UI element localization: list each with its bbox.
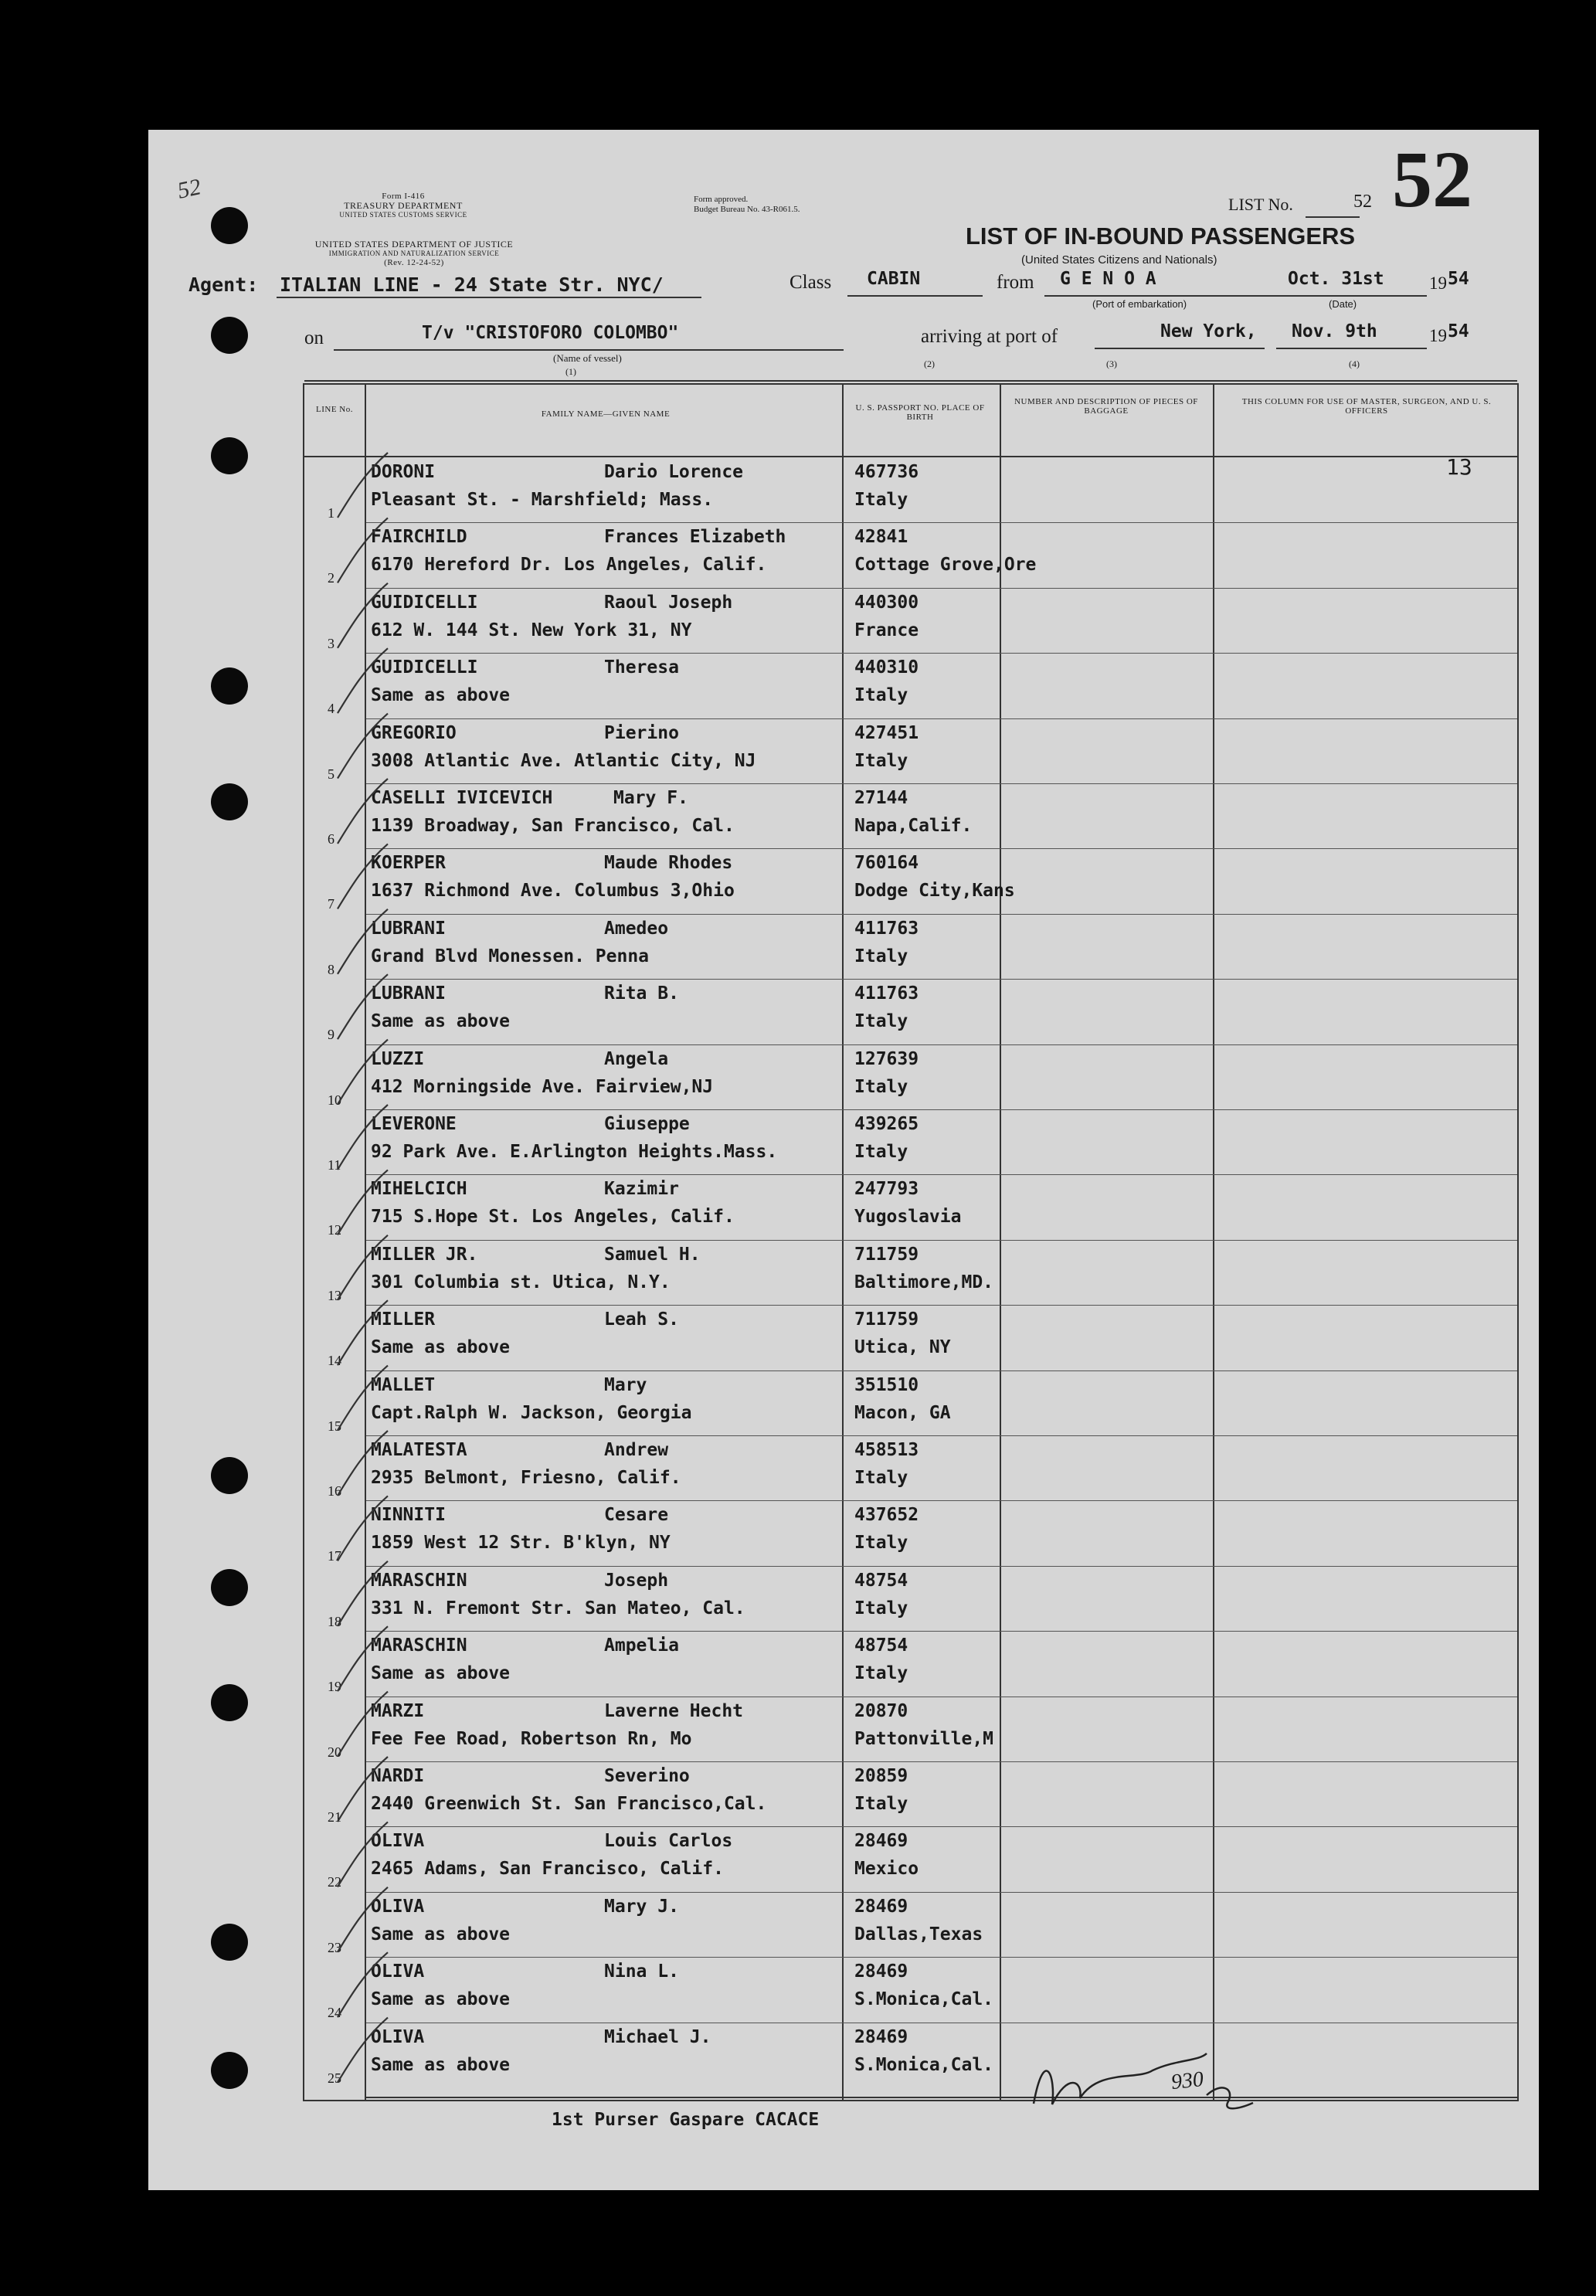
passport-number: 439265 [854, 1114, 919, 1134]
given-name: Michael J. [604, 2026, 711, 2047]
family-name: GUIDICELLI [371, 592, 478, 613]
table-row [304, 1046, 1517, 1111]
table-row [304, 1567, 1517, 1632]
passport-number: 28469 [854, 1896, 908, 1917]
given-name: Rita B. [604, 983, 679, 1004]
place-of-birth: Pattonville,M [854, 1728, 994, 1749]
address: 3008 Atlantic Ave. Atlantic City, NJ [371, 750, 756, 771]
embark-caption: (Port of embarkation) [1092, 298, 1187, 310]
family-name: KOERPER [371, 853, 446, 874]
family-name: OLIVA [371, 1961, 425, 1982]
row-divider [366, 1566, 1517, 1567]
address: 1637 Richmond Ave. Columbus 3,Ohio [371, 881, 735, 902]
punch-hole [211, 1924, 248, 1961]
manifest-sheet [148, 130, 1539, 2190]
form-number: Form I-416 [382, 192, 425, 201]
col-baggage: NUMBER AND DESCRIPTION OF PIECES OF BAGGAGE [1014, 397, 1198, 416]
line-number: 4 [328, 701, 334, 717]
passport-number: 48754 [854, 1570, 908, 1591]
given-name: Mary [604, 1374, 647, 1395]
punch-hole [211, 207, 248, 244]
table-row [304, 850, 1517, 915]
treasury-label: TREASURY DEPARTMENT [344, 200, 463, 211]
address: 301 Columbia st. Utica, N.Y. [371, 1272, 671, 1292]
punch-hole [211, 1569, 248, 1606]
class-label: Class [790, 272, 832, 293]
family-name: MILLER [371, 1309, 436, 1330]
col-officers: THIS COLUMN FOR USE OF MASTER, SURGEON, AND U. S. OFFICERS [1241, 397, 1492, 416]
passport-number: 711759 [854, 1244, 919, 1265]
place-of-birth: Utica, NY [854, 1337, 951, 1358]
family-name: LUBRANI [371, 983, 446, 1004]
line-number: 25 [328, 2070, 341, 2086]
passport-number: 411763 [854, 918, 919, 939]
place-of-birth: Baltimore,MD. [854, 1272, 994, 1292]
list-no-value: 52 [1353, 192, 1372, 212]
from-label: from [997, 272, 1034, 293]
address: Same as above [371, 1989, 511, 2010]
given-name: Andrew [604, 1440, 669, 1460]
passport-number: 48754 [854, 1635, 908, 1656]
family-name: NINNITI [371, 1505, 446, 1526]
on-label: on [304, 328, 324, 348]
address: Same as above [371, 1011, 511, 1032]
agent-value: ITALIAN LINE - 24 State Str. NYC/ [280, 273, 664, 296]
address: 331 N. Fremont Str. San Mateo, Cal. [371, 1598, 745, 1618]
family-name: LEVERONE [371, 1114, 457, 1134]
caption-1: (1) [565, 366, 576, 377]
passport-number: 411763 [854, 983, 919, 1004]
form-block [295, 192, 511, 219]
address: Same as above [371, 1663, 511, 1684]
date-caption: (Date) [1329, 298, 1357, 310]
vessel-name: T/v "CRISTOFORO COLOMBO" [422, 323, 679, 343]
family-name: OLIVA [371, 2026, 425, 2047]
family-name: MARASCHIN [371, 1570, 467, 1591]
place-of-birth: Cottage Grove,Ore [854, 555, 1037, 576]
approval-label: Form approved. [694, 195, 749, 204]
row-divider [366, 718, 1517, 719]
line-number: 14 [328, 1353, 341, 1369]
line-number: 2 [328, 570, 334, 586]
given-name: Ampelia [604, 1635, 679, 1656]
line-number: 15 [328, 1418, 341, 1434]
line-number: 6 [328, 831, 334, 847]
caption-4: (4) [1349, 358, 1360, 369]
address: 2935 Belmont, Friesno, Calif. [371, 1468, 681, 1488]
place-of-birth: Italy [854, 685, 908, 706]
punch-hole [211, 1457, 248, 1494]
line-number: 20 [328, 1744, 341, 1760]
family-name: MIHELCICH [371, 1179, 467, 1200]
family-name: GREGORIO [371, 722, 457, 743]
line-number: 10 [328, 1092, 341, 1108]
table-row [304, 459, 1517, 524]
line-number: 18 [328, 1613, 341, 1629]
address: 412 Morningside Ave. Fairview,NJ [371, 1076, 714, 1097]
col-line-no: LINE No. [316, 405, 353, 414]
place-of-birth: Dallas,Texas [854, 1924, 983, 1944]
row-divider [366, 914, 1517, 915]
class-value: CABIN [867, 269, 921, 289]
list-no-label: LIST No. [1228, 195, 1293, 214]
line-number: 23 [328, 1939, 341, 1955]
row-divider [366, 1957, 1517, 1958]
officer-note: 13 [1446, 454, 1472, 480]
table-row [304, 1502, 1517, 1567]
justice-label: UNITED STATES DEPARTMENT OF JUSTICE [314, 239, 514, 250]
punch-hole [211, 2052, 248, 2089]
caption-3: (3) [1106, 358, 1117, 369]
table-row [304, 1828, 1517, 1893]
table-row [304, 1894, 1517, 1958]
depart-year-prefix: 19 [1429, 273, 1447, 293]
depart-year: 54 [1448, 269, 1469, 289]
row-divider [366, 1109, 1517, 1110]
line-number: 21 [328, 1809, 341, 1825]
punch-hole [211, 437, 248, 474]
address: 6170 Hereford Dr. Los Angeles, Calif. [371, 555, 767, 576]
given-name: Louis Carlos [604, 1831, 733, 1852]
passport-number: 247793 [854, 1179, 919, 1200]
family-name: CASELLI IVICEVICH [371, 788, 553, 808]
line-number: 24 [328, 2005, 341, 2021]
address: 1139 Broadway, San Francisco, Cal. [371, 816, 735, 836]
purser-signature: 1st Purser Gaspare CACACE [552, 2110, 820, 2130]
given-name: Mary J. [604, 1896, 679, 1917]
row-divider [366, 783, 1517, 784]
address: 1859 West 12 Str. B'klyn, NY [371, 1533, 671, 1554]
passport-number: 20870 [854, 1700, 908, 1721]
address: 715 S.Hope St. Los Angeles, Calif. [371, 1207, 735, 1228]
table-row [304, 980, 1517, 1045]
arriving-label: arriving at port of [921, 326, 1058, 347]
table-row [304, 915, 1517, 980]
line-number: 7 [328, 896, 334, 912]
place-of-birth: France [854, 620, 919, 640]
passport-number: 20859 [854, 1766, 908, 1786]
line-number: 16 [328, 1483, 341, 1499]
passport-number: 711759 [854, 1309, 919, 1330]
given-name: Leah S. [604, 1309, 679, 1330]
punch-hole [211, 317, 248, 354]
given-name: Dario Lorence [604, 462, 744, 482]
passport-number: 42841 [854, 527, 908, 548]
given-name: Theresa [604, 657, 679, 678]
table-row [304, 1958, 1517, 2023]
family-name: OLIVA [371, 1896, 425, 1917]
table-row [304, 1241, 1517, 1306]
arrival-year: 54 [1448, 321, 1469, 341]
row-divider [366, 1370, 1517, 1371]
punch-hole [211, 667, 248, 705]
row-divider [366, 979, 1517, 980]
depart-date: Oct. 31st [1288, 269, 1384, 289]
passport-number: 127639 [854, 1048, 919, 1069]
place-of-birth: Italy [854, 1663, 908, 1684]
passport-number: 437652 [854, 1505, 919, 1526]
given-name: Frances Elizabeth [604, 527, 786, 548]
row-divider [366, 1500, 1517, 1501]
row-divider [366, 1761, 1517, 1762]
row-divider [366, 1435, 1517, 1436]
row-divider [366, 1044, 1517, 1045]
place-of-birth: Yugoslavia [854, 1207, 962, 1228]
given-name: Laverne Hecht [604, 1700, 744, 1721]
line-number: 22 [328, 1874, 341, 1890]
table-row [304, 1632, 1517, 1697]
address: 2440 Greenwich St. San Francisco,Cal. [371, 1794, 767, 1814]
passport-number: 351510 [854, 1374, 919, 1395]
row-divider [366, 522, 1517, 523]
agent-label: Agent: [188, 273, 259, 296]
table-row [304, 589, 1517, 654]
place-of-birth: Italy [854, 1468, 908, 1488]
place-of-birth: Italy [854, 750, 908, 771]
page-title: LIST OF IN-BOUND PASSENGERS [966, 222, 1356, 250]
table-row [304, 720, 1517, 785]
punch-hole [211, 1684, 248, 1721]
passport-number: 440310 [854, 657, 919, 678]
passport-number: 28469 [854, 2026, 908, 2047]
place-of-birth: Macon, GA [854, 1402, 951, 1423]
passport-number: 467736 [854, 462, 919, 482]
address: Same as above [371, 685, 511, 706]
from-value: G E N O A [1060, 269, 1156, 289]
place-of-birth: Italy [854, 1076, 908, 1097]
given-name: Raoul Joseph [604, 592, 733, 613]
table-row [304, 1372, 1517, 1437]
col-passport: U. S. PASSPORT NO. PLACE OF BIRTH [855, 403, 985, 422]
margin-number: 930 [1170, 2067, 1205, 2095]
address: Fee Fee Road, Robertson Rn, Mo [371, 1728, 692, 1749]
row-divider [366, 1305, 1517, 1306]
family-name: MALATESTA [371, 1440, 467, 1460]
list-no-stamp: 52 [1392, 135, 1472, 224]
family-name: DORONI [371, 462, 436, 482]
table-row [304, 1698, 1517, 1763]
place-of-birth: Italy [854, 1142, 908, 1162]
given-name: Kazimir [604, 1179, 679, 1200]
address: Same as above [371, 1924, 511, 1944]
rev-label: (Rev. 12-24-52) [384, 258, 444, 267]
family-name: MILLER JR. [371, 1244, 478, 1265]
address: Pleasant St. - Marshfield; Mass. [371, 490, 714, 510]
given-name: Angela [604, 1048, 669, 1069]
given-name: Severino [604, 1766, 690, 1786]
address: Same as above [371, 1337, 511, 1358]
passport-number: 27144 [854, 788, 908, 808]
vessel-caption: (Name of vessel) [553, 352, 622, 364]
place-of-birth: Mexico [854, 1859, 919, 1880]
line-number: 12 [328, 1222, 341, 1238]
family-name: MARZI [371, 1700, 425, 1721]
place-of-birth: Italy [854, 1598, 908, 1618]
approval-block [694, 195, 800, 215]
address: Same as above [371, 2054, 511, 2075]
table-row [304, 654, 1517, 719]
table-row [304, 1111, 1517, 1176]
family-name: MALLET [371, 1374, 436, 1395]
given-name: Amedeo [604, 918, 669, 939]
line-number: 19 [328, 1679, 341, 1695]
ins-label: IMMIGRATION AND NATURALIZATION SERVICE [328, 250, 500, 257]
given-name: Maude Rhodes [604, 853, 733, 874]
place-of-birth: Italy [854, 1533, 908, 1554]
place-of-birth: Italy [854, 1011, 908, 1032]
page-subtitle: (United States Citizens and Nationals) [1021, 253, 1217, 267]
given-name: Pierino [604, 722, 679, 743]
table-row [304, 524, 1517, 589]
caption-2: (2) [924, 358, 935, 369]
table-row [304, 785, 1517, 850]
customs-label: UNITED STATES CUSTOMS SERVICE [339, 211, 467, 219]
passport-number: 458513 [854, 1440, 919, 1460]
row-divider [366, 1631, 1517, 1632]
address: Capt.Ralph W. Jackson, Georgia [371, 1402, 692, 1423]
row-divider [366, 1174, 1517, 1175]
family-name: LUBRANI [371, 918, 446, 939]
given-name: Giuseppe [604, 1114, 690, 1134]
family-name: GUIDICELLI [371, 657, 478, 678]
given-name: Samuel H. [604, 1244, 701, 1265]
given-name: Cesare [604, 1505, 669, 1526]
col-name: FAMILY NAME—GIVEN NAME [541, 409, 671, 419]
address: 612 W. 144 St. New York 31, NY [371, 620, 692, 640]
place-of-birth: Italy [854, 490, 908, 510]
given-name: Mary F. [613, 788, 688, 808]
place-of-birth: S.Monica,Cal. [854, 2054, 994, 2075]
place-of-birth: Italy [854, 946, 908, 966]
place-of-birth: Dodge City,Kans [854, 881, 1015, 902]
passport-number: 28469 [854, 1831, 908, 1852]
passenger-table [303, 383, 1519, 2101]
row-divider [366, 1240, 1517, 1241]
place-of-birth: Napa,Calif. [854, 816, 973, 836]
line-number: 17 [328, 1548, 341, 1564]
line-number: 9 [328, 1027, 334, 1043]
row-divider [366, 588, 1517, 589]
budget-label: Budget Bureau No. 43-R061.5. [694, 205, 800, 214]
place-of-birth: S.Monica,Cal. [854, 1989, 994, 2010]
passport-number: 427451 [854, 722, 919, 743]
margin-note: 52 [175, 174, 203, 204]
arrival-port: New York, [1160, 321, 1257, 341]
punch-hole [211, 783, 248, 820]
table-row [304, 1176, 1517, 1241]
address: 92 Park Ave. E.Arlington Heights.Mass. [371, 1142, 778, 1162]
line-number: 3 [328, 635, 334, 651]
row-divider [366, 848, 1517, 849]
arrival-year-prefix: 19 [1429, 326, 1447, 345]
table-row [304, 1306, 1517, 1371]
passport-number: 760164 [854, 853, 919, 874]
address: 2465 Adams, San Francisco, Calif. [371, 1859, 724, 1880]
given-name: Joseph [604, 1570, 669, 1591]
justice-block [298, 239, 530, 267]
line-number: 5 [328, 766, 334, 782]
table-row [304, 1437, 1517, 1502]
family-name: OLIVA [371, 1831, 425, 1852]
given-name: Nina L. [604, 1961, 679, 1982]
line-number: 13 [328, 1287, 341, 1303]
table-row [304, 1763, 1517, 1828]
family-name: NARDI [371, 1766, 425, 1786]
family-name: LUZZI [371, 1048, 425, 1069]
arrival-date: Nov. 9th [1292, 321, 1377, 341]
row-divider [366, 653, 1517, 654]
address: Grand Blvd Monessen. Penna [371, 946, 650, 966]
passport-number: 440300 [854, 592, 919, 613]
row-divider [366, 1826, 1517, 1827]
table-row [304, 2024, 1517, 2089]
family-name: FAIRCHILD [371, 527, 467, 548]
row-divider [366, 1892, 1517, 1893]
family-name: MARASCHIN [371, 1635, 467, 1656]
line-number: 8 [328, 961, 334, 977]
place-of-birth: Italy [854, 1794, 908, 1814]
line-number: 1 [328, 505, 334, 521]
passport-number: 28469 [854, 1961, 908, 1982]
line-number: 11 [328, 1157, 341, 1173]
